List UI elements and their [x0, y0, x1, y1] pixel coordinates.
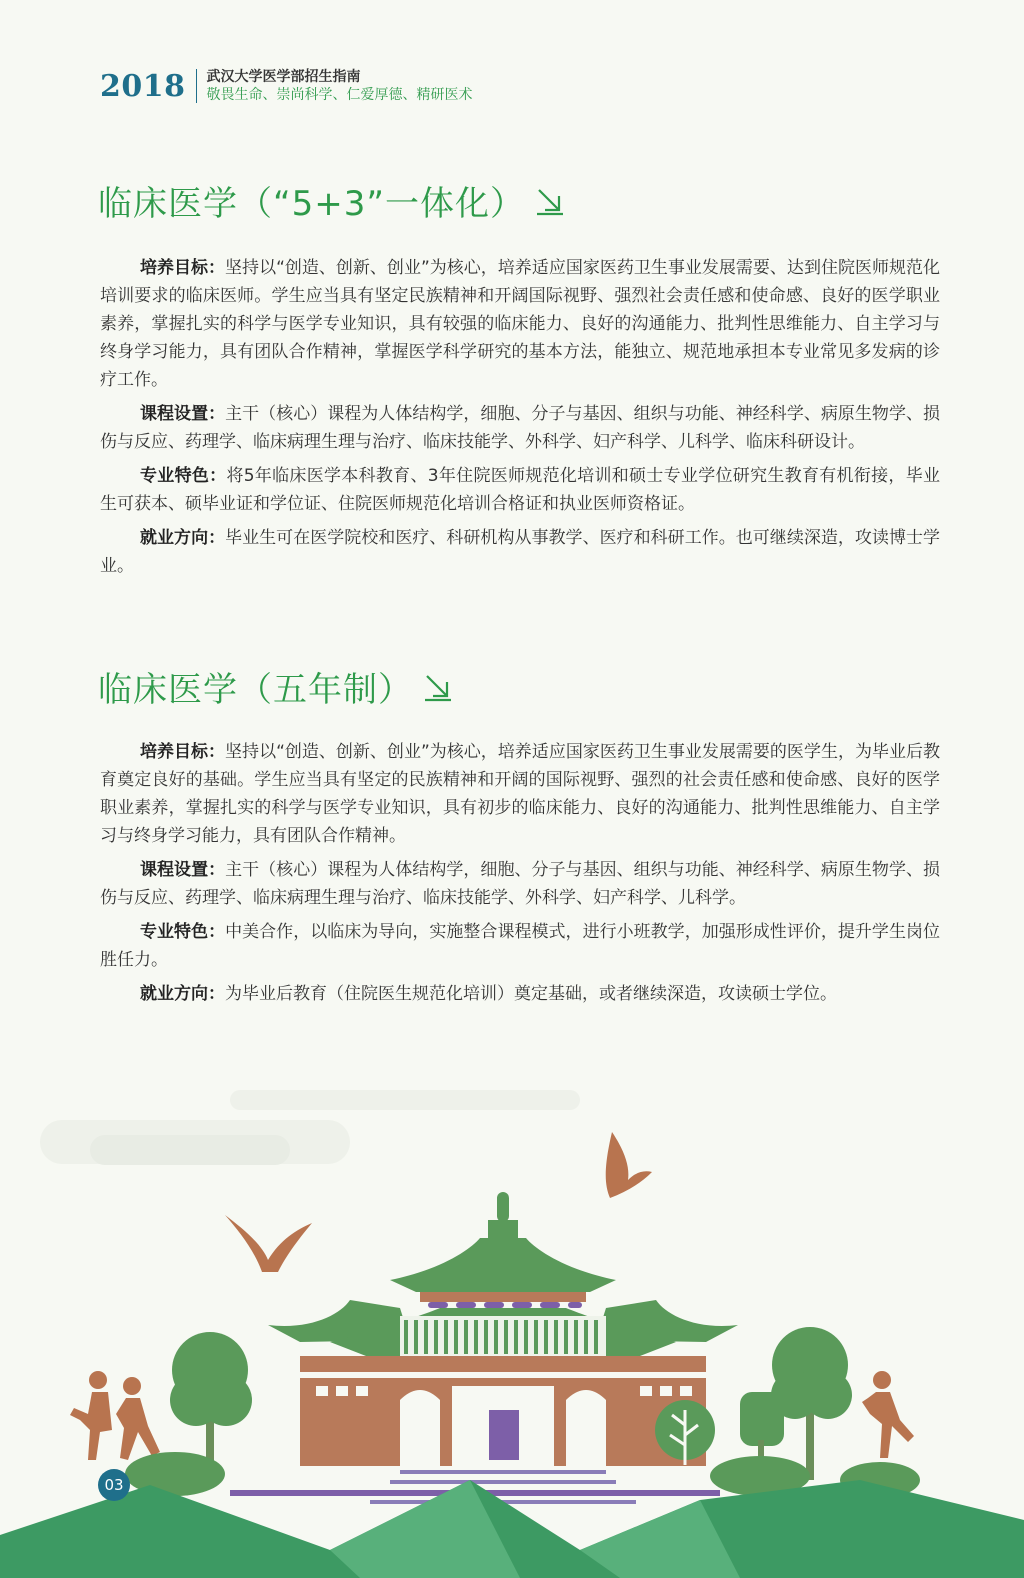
paragraph-label: 课程设置： [140, 860, 226, 880]
header-year: 2018 [100, 68, 186, 104]
paragraph-text: 主干（核心）课程为人体结构学，细胞、分子与基因、组织与功能、神经科学、病原生物学、损伤与反应、药理学、临床病理生理与治疗、临床技能学、外科学、妇产科学、儿科学。 [100, 860, 940, 908]
page-header [100, 68, 473, 104]
paragraph-label: 培养目标： [140, 742, 226, 762]
section-title-text: 临床医学（“5+3”一体化） [98, 184, 525, 224]
paragraph-career [100, 524, 940, 580]
clouds [40, 1090, 580, 1165]
paragraph-text: 毕业生可在医学院校和医疗、科研机构从事教学、医疗和科研工作。也可继续深造，攻读博士学业。 [100, 528, 940, 576]
bird-right-icon [606, 1132, 652, 1198]
section-body-5plus3 [100, 254, 940, 586]
arrow-down-right-icon [423, 672, 453, 702]
arrow-down-right-icon [535, 186, 565, 216]
header-motto: 敬畏生命、崇尚科学、仁爱厚德、精研医术 [206, 87, 473, 103]
paragraph-features [100, 462, 940, 518]
section-title-five-year [98, 662, 453, 711]
door [489, 1410, 519, 1460]
paragraph-text: 为毕业后教育（住院医生规范化培训）奠定基础，或者继续深造，攻读硕士学位。 [225, 984, 837, 1004]
paragraph-label: 课程设置： [140, 404, 226, 424]
paragraph-text: 坚持以“创造、创新、创业”为核心，培养适应国家医药卫生事业发展需要的医学生，为毕业后教育奠定良好的基础。学生应当具有坚定的民族精神和开阔的国际视野、强烈的社会责任感和使命感、良好的医学职业素养，掌握扎实的科学与医学专业知识，具有初步的临床能力、良好的沟通能力、批判性思维能力、自主学习与终身学习能力，具有团队合作精神。 [100, 742, 940, 846]
paragraph-text: 主干（核心）课程为人体结构学，细胞、分子与基因、组织与功能、神经科学、病原生物学、损伤与反应、药理学、临床病理生理与治疗、临床技能学、外科学、妇产科学、儿科学、临床科研设计。 [100, 404, 940, 452]
paragraph-label: 就业方向： [140, 528, 226, 548]
header-text-group [207, 68, 473, 104]
tree-left-icon [170, 1332, 252, 1470]
section-title-5plus3 [98, 176, 565, 225]
paragraph-label: 培养目标： [140, 258, 226, 278]
campus-illustration [0, 1080, 1024, 1578]
paragraph-features [100, 918, 940, 974]
paragraph-curriculum [100, 400, 940, 456]
paragraph-label: 就业方向： [140, 984, 225, 1004]
runner-right-icon [862, 1371, 914, 1458]
paragraph-training-goal [100, 738, 940, 850]
runner-left-2-icon [116, 1377, 160, 1460]
paragraph-curriculum [100, 856, 940, 912]
bird-left-icon [225, 1215, 312, 1272]
building-illustration [268, 1192, 738, 1504]
paragraph-career [100, 980, 940, 1008]
section-body-five-year [100, 738, 940, 1014]
section-title-text: 临床医学（五年制） [98, 670, 413, 710]
page-number-badge: 03 [98, 1469, 130, 1501]
header-divider [196, 69, 197, 103]
header-title: 武汉大学医学部招生指南 [206, 69, 361, 85]
paragraph-text: 中美合作，以临床为导向，实施整合课程模式，进行小班教学，加强形成性评价，提升学生岗位胜任力。 [100, 922, 940, 970]
paragraph-text: 将5年临床医学本科教育、3年住院医师规范化培训和硕士专业学位研究生教育有机衔接，毕业生可获本、硕毕业证和学位证、住院医师规范化培训合格证和执业医师资格证。 [100, 466, 940, 514]
paragraph-training-goal [100, 254, 940, 394]
paragraph-text: 坚持以“创造、创新、创业”为核心，培养适应国家医药卫生事业发展需要、达到住院医师规范化培训要求的临床医师。学生应当具有坚定民族精神和开阔国际视野、强烈社会责任感和使命感、良好的医学职业素养，掌握扎实的科学与医学专业知识，具有较强的临床能力、良好的沟通能力、批判性思维能力、自主学习与终身学习能力，具有团队合作精神，掌握医学科学研究的基本方法，能独立、规范地承担本专业常见多发病的诊疗工作。 [100, 258, 940, 390]
paragraph-label: 专业特色： [140, 922, 226, 942]
paragraph-label: 专业特色： [140, 466, 227, 486]
runner-left-1-icon [70, 1371, 112, 1460]
